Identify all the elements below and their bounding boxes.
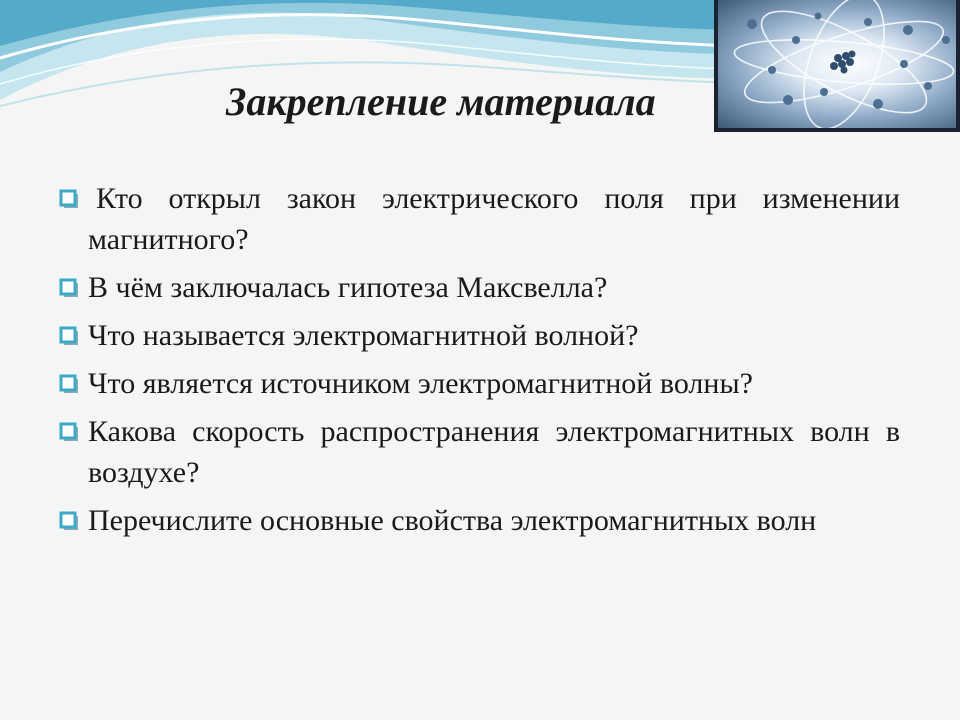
question-text: В чём заключалась гипотеза Максвелла? — [88, 271, 608, 304]
slide-title: Закрепление материала — [226, 79, 656, 124]
question-item — [58, 363, 900, 404]
atom-image — [714, 0, 960, 132]
hollow-square-bullet-icon — [58, 421, 80, 443]
question-text: Кто открыл закон электрического поля при изменении магнитного? — [88, 182, 900, 256]
question-list — [58, 178, 900, 548]
question-text: Какова скорость распространения электромагнитных волн в воздухе? — [88, 415, 900, 489]
question-item — [58, 178, 900, 260]
question-item — [58, 267, 900, 308]
hollow-square-bullet-icon — [58, 277, 80, 299]
hollow-square-bullet-icon — [58, 373, 80, 395]
question-text: Что называется электромагнитной волной? — [88, 319, 639, 352]
question-text: Перечислите основные свойства электромагнитных волн — [88, 504, 817, 537]
atom-model-icon — [718, 0, 956, 128]
question-item — [58, 315, 900, 356]
question-item — [58, 411, 900, 493]
hollow-square-bullet-icon — [58, 510, 80, 532]
question-text: Что является источником электромагнитной волны? — [88, 367, 753, 400]
hollow-square-bullet-icon — [58, 325, 80, 347]
hollow-square-bullet-icon — [58, 188, 80, 210]
question-item — [58, 500, 900, 541]
